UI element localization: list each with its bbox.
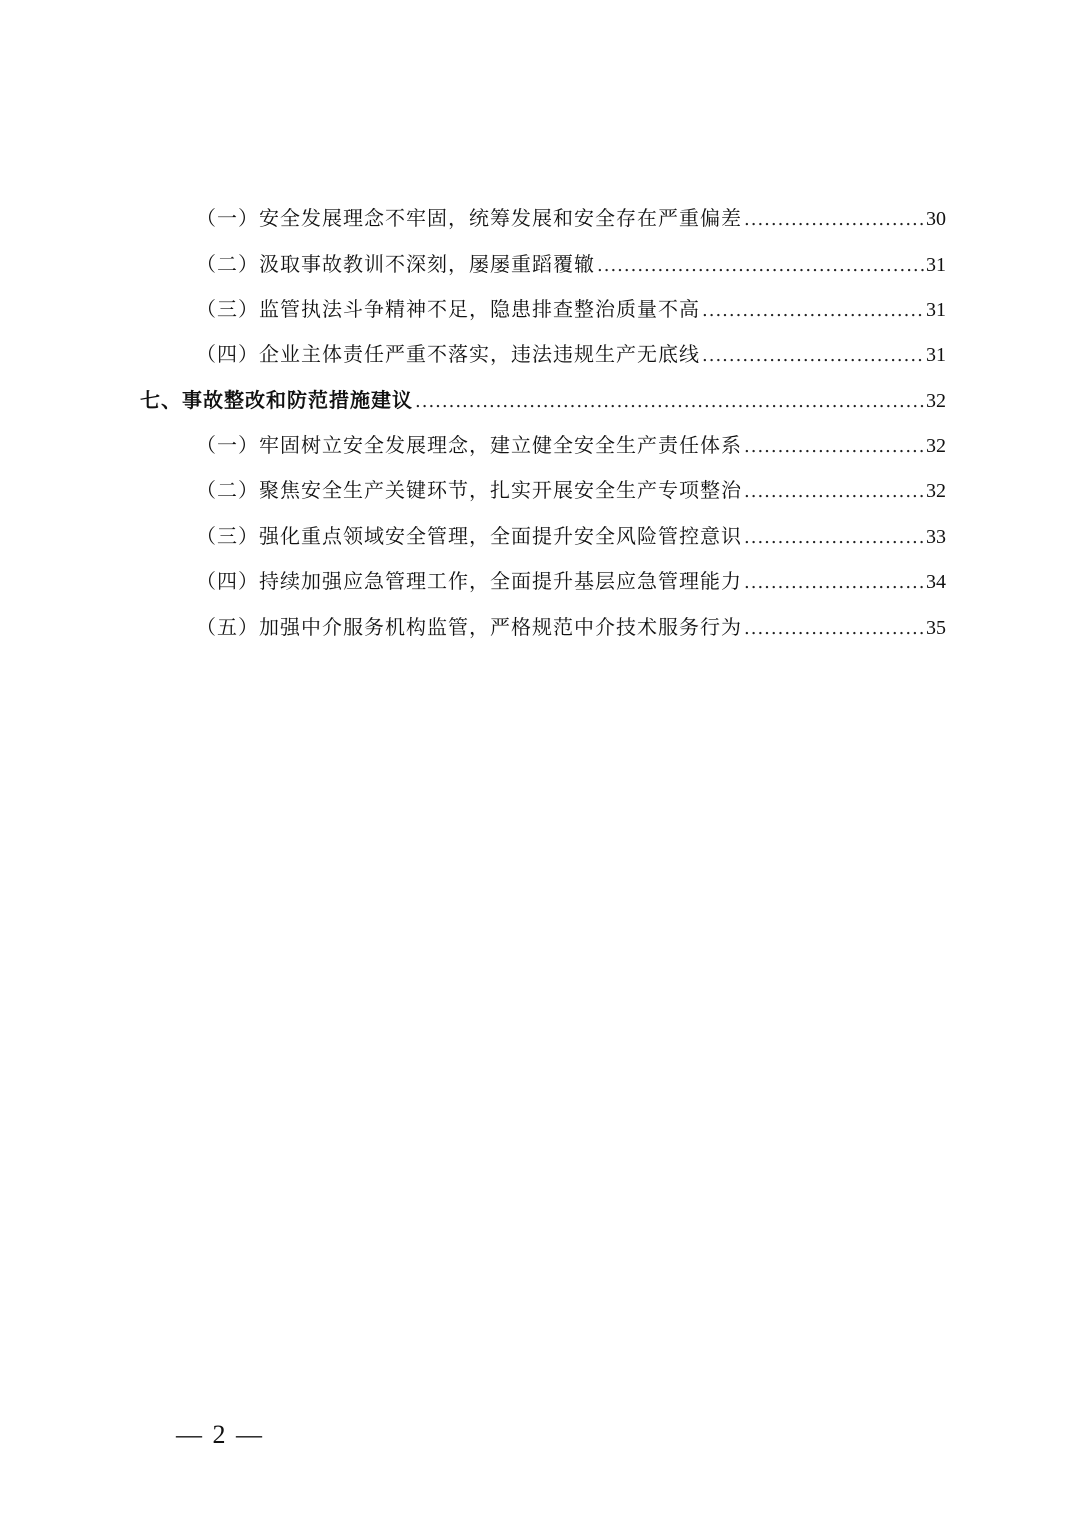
- toc-dot-leader: [744, 436, 924, 457]
- toc-entry-title: （四）持续加强应急管理工作，全面提升基层应急管理能力: [196, 569, 742, 593]
- toc-entry[interactable]: [196, 474, 946, 508]
- toc-entry-title: （三）监管执法斗争精神不足，隐患排查整治质量不高: [196, 297, 700, 321]
- toc-entry-page: 33: [926, 526, 946, 548]
- toc-entry-title: 七、事故整改和防范措施建议: [140, 388, 413, 412]
- toc-entry[interactable]: [196, 248, 946, 282]
- toc-entry-page: 31: [926, 254, 946, 276]
- toc-entry-page: 32: [926, 390, 946, 412]
- toc-entry-title: （四）企业主体责任严重不落实，违法违规生产无底线: [196, 342, 700, 366]
- toc-entry[interactable]: [196, 202, 946, 236]
- toc-entry-title: （二）聚焦安全生产关键环节，扎实开展安全生产专项整治: [196, 478, 742, 502]
- toc-entry-page: 34: [926, 571, 946, 593]
- toc-dot-leader: [702, 345, 924, 366]
- toc-entry[interactable]: [196, 338, 946, 372]
- toc-entry[interactable]: [196, 429, 946, 463]
- toc-dot-leader: [702, 300, 924, 321]
- toc-entry[interactable]: [196, 565, 946, 599]
- toc-dot-leader: [415, 391, 924, 412]
- toc-dot-leader: [597, 255, 924, 276]
- toc-dot-leader: [744, 618, 924, 639]
- toc-section-heading[interactable]: [140, 384, 946, 418]
- toc-dot-leader: [744, 572, 924, 593]
- toc-entry-page: 31: [926, 299, 946, 321]
- toc-entry-page: 31: [926, 344, 946, 366]
- toc-entry[interactable]: [196, 293, 946, 327]
- toc-entry-page: 30: [926, 208, 946, 230]
- toc-dot-leader: [744, 527, 924, 548]
- toc-dot-leader: [744, 209, 924, 230]
- toc-entry-title: （三）强化重点领域安全管理，全面提升安全风险管控意识: [196, 524, 742, 548]
- toc-entry[interactable]: [196, 520, 946, 554]
- toc-entry-title: （五）加强中介服务机构监管，严格规范中介技术服务行为: [196, 615, 742, 639]
- page-number: — 2 —: [176, 1420, 264, 1449]
- toc-entry-page: 35: [926, 617, 946, 639]
- toc-entry-page: 32: [926, 480, 946, 502]
- toc-entry-title: （一）牢固树立安全发展理念，建立健全安全生产责任体系: [196, 433, 742, 457]
- toc-entry[interactable]: [196, 611, 946, 645]
- toc-entry-page: 32: [926, 435, 946, 457]
- toc-dot-leader: [744, 481, 924, 502]
- toc-entry-title: （一）安全发展理念不牢固，统筹发展和安全存在严重偏差: [196, 206, 742, 230]
- toc-entry-title: （二）汲取事故教训不深刻，屡屡重蹈覆辙: [196, 252, 595, 276]
